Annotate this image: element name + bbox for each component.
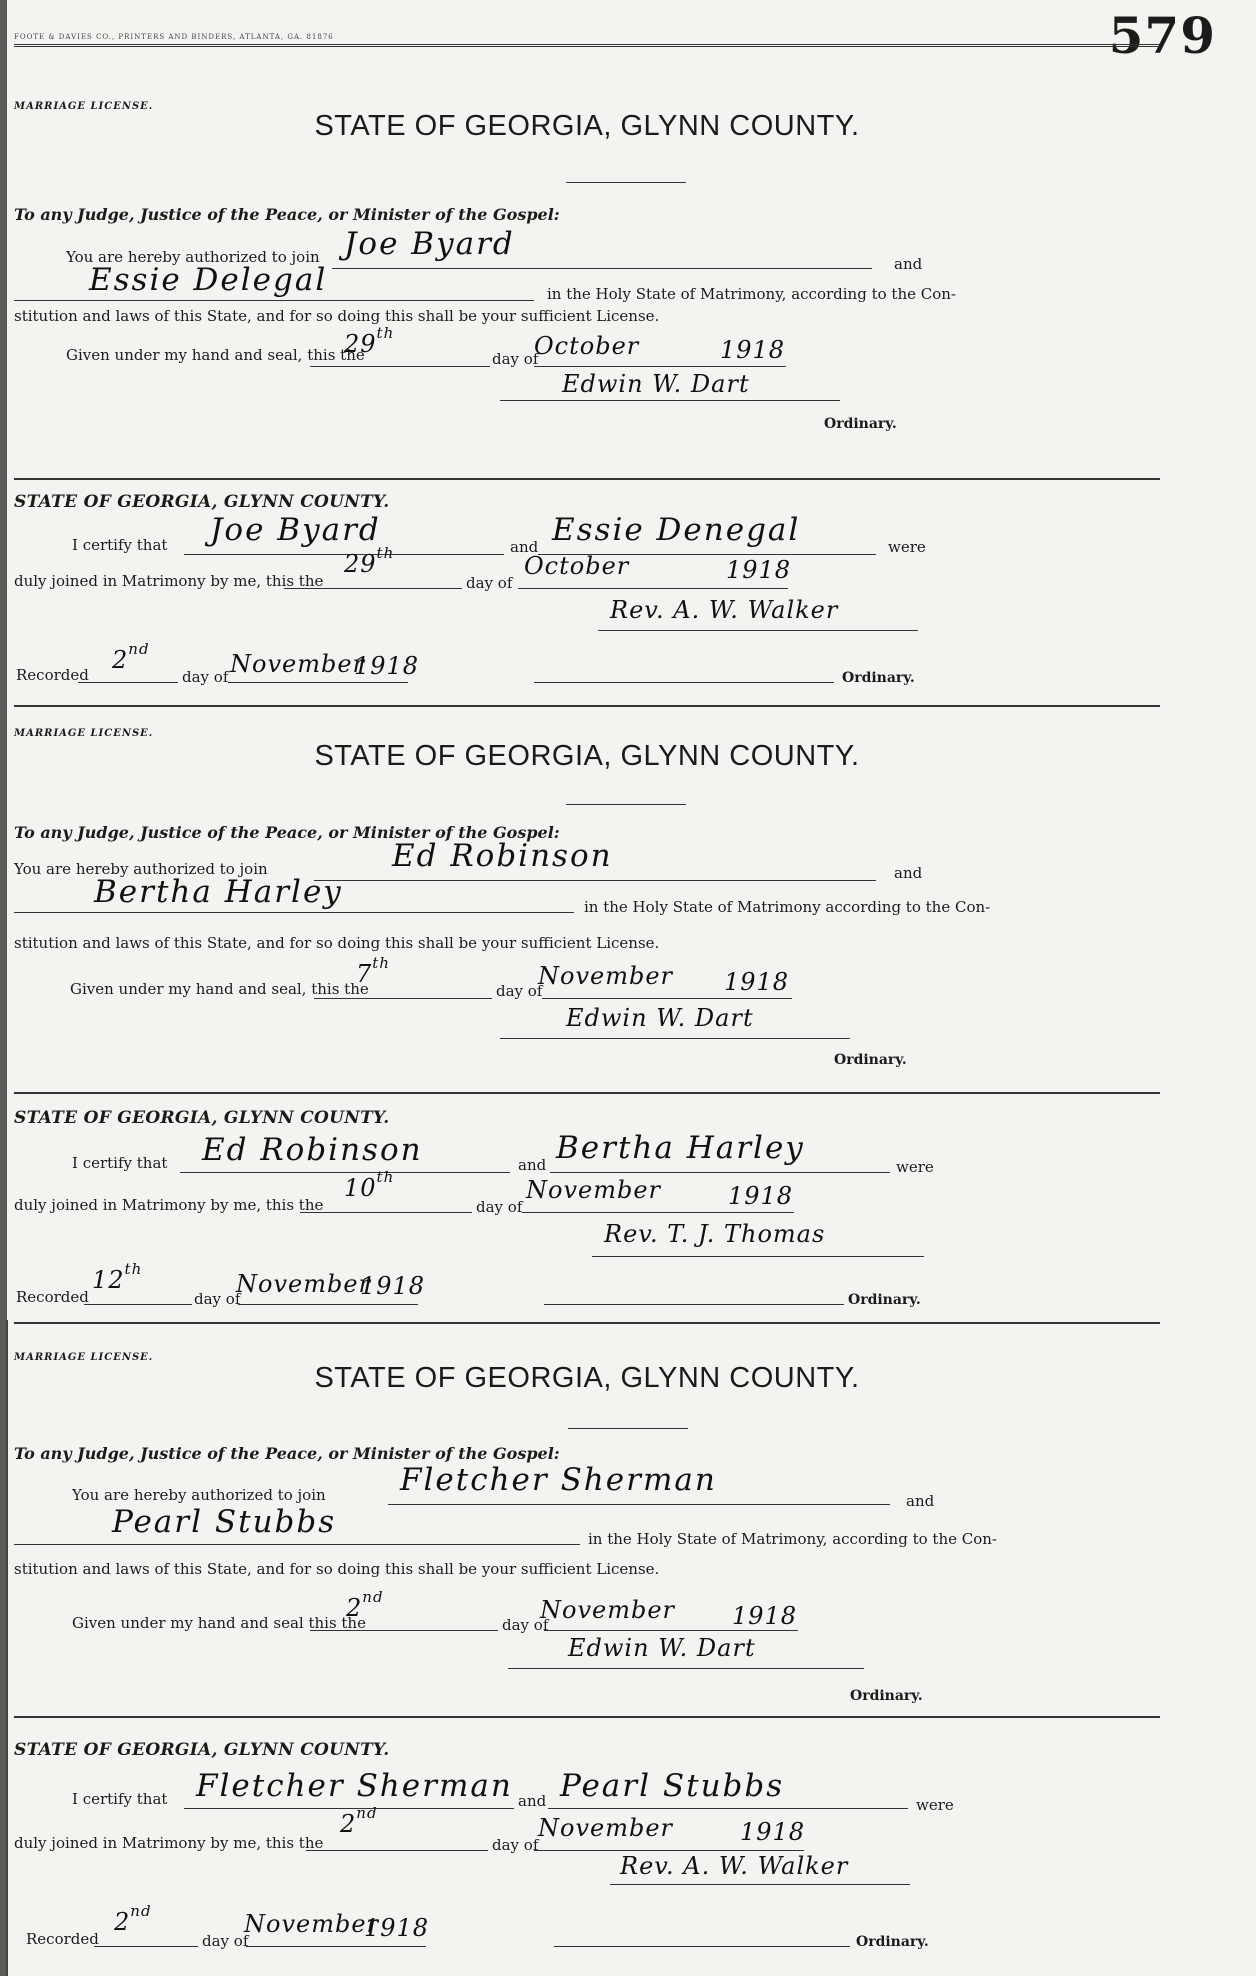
recorded-month: November — [236, 1270, 372, 1298]
bride-name: Essie Delegal — [89, 262, 328, 298]
license-day — [356, 954, 390, 988]
cert-bride-name: Pearl Stubbs — [560, 1768, 785, 1804]
marriage-license-label: MARRIAGE LICENSE. — [14, 1352, 154, 1363]
cert-bride-underline — [550, 1172, 890, 1173]
cert-bride-name: Essie Denegal — [552, 512, 801, 548]
license-year: 1918 — [732, 1602, 798, 1630]
record-2-license — [14, 708, 1160, 1108]
ordinary-label: Ordinary. — [850, 1688, 923, 1704]
recorded-day-number: 2 — [112, 646, 129, 674]
recorded-day-underline — [94, 1946, 198, 1947]
record-1-certificate — [14, 480, 1160, 700]
certify-text: I certify that — [72, 1790, 168, 1808]
married-day-underline — [284, 588, 462, 589]
margin-rule — [6, 1320, 8, 1976]
certificate-heading: STATE OF GEORGIA, GLYNN COUNTY. — [14, 1740, 390, 1760]
constitution-text: stitution and laws of this State, and for so doing this shall be your sufficient License. — [14, 1560, 660, 1578]
married-year: 1918 — [726, 556, 792, 584]
officiant-signature: Rev. T. J. Thomas — [604, 1220, 826, 1248]
page-number: 579 — [1108, 6, 1216, 65]
license-title: STATE OF GEORGIA, GLYNN COUNTY. — [314, 110, 860, 142]
recorded-day-number: 2 — [114, 1908, 131, 1936]
ordinary-signature: Edwin W. Dart — [568, 1634, 756, 1662]
license-day-number: 2 — [346, 1594, 363, 1622]
ordinary-signature-underline — [500, 1038, 850, 1039]
officiant-underline — [592, 1256, 924, 1257]
recorded-text: Recorded — [16, 1288, 89, 1306]
license-month: November — [540, 1596, 676, 1624]
married-day-number: 29 — [344, 550, 377, 578]
recorded-day-suffix: nd — [130, 1902, 152, 1920]
cert-groom-name: Joe Byard — [210, 512, 381, 548]
top-double-rule — [14, 44, 1160, 47]
license-month: November — [538, 962, 674, 990]
groom-name: Ed Robinson — [392, 838, 613, 874]
marriage-license-label: MARRIAGE LICENSE. — [14, 101, 154, 112]
groom-underline — [332, 268, 872, 269]
bride-underline — [14, 912, 574, 913]
recorded-ordinary-underline — [534, 682, 834, 683]
license-day-number: 29 — [344, 330, 377, 358]
recorded-day-underline — [78, 682, 178, 683]
license-month-underline — [542, 998, 792, 999]
duly-text: duly joined in Matrimony by me, this the — [14, 1196, 324, 1214]
recorded-year: 1918 — [360, 1272, 426, 1300]
constitution-text: stitution and laws of this State, and for so doing this shall be your sufficient License. — [14, 934, 660, 952]
day-of-text: day of — [496, 982, 543, 1000]
recorded-month-underline — [228, 682, 408, 683]
groom-name: Fletcher Sherman — [400, 1462, 717, 1498]
license-day-underline — [310, 1630, 498, 1631]
day-of-text: day of — [502, 1616, 549, 1634]
married-month-underline — [534, 1850, 804, 1851]
ordinary-label: Ordinary. — [824, 416, 897, 432]
day-of-text: day of — [492, 350, 539, 368]
ordinary-signature-underline — [508, 1668, 864, 1669]
cert-bride-underline — [548, 1808, 908, 1809]
ordinary-label: Ordinary. — [856, 1934, 929, 1950]
recorded-month: November — [230, 650, 366, 678]
bride-underline — [14, 1544, 580, 1545]
certify-text: I certify that — [72, 536, 168, 554]
married-month-underline — [522, 1212, 794, 1213]
cert-groom-underline — [180, 1172, 510, 1173]
married-month: November — [526, 1176, 662, 1204]
license-day-suffix: th — [372, 954, 390, 972]
certificate-heading: STATE OF GEORGIA, GLYNN COUNTY. — [14, 492, 390, 512]
were-text: were — [896, 1158, 934, 1176]
and-text: and — [894, 864, 923, 882]
bride-name: Pearl Stubbs — [112, 1504, 337, 1540]
married-day — [344, 1168, 395, 1202]
license-month: October — [534, 332, 640, 360]
recorded-text: Recorded — [26, 1930, 99, 1948]
license-year: 1918 — [724, 968, 790, 996]
married-day-suffix: th — [376, 1168, 395, 1186]
marriage-license-label: MARRIAGE LICENSE. — [14, 728, 154, 739]
recorded-month: November — [244, 1910, 380, 1938]
recorded-day-number: 12 — [92, 1266, 125, 1294]
authorized-text: You are hereby authorized to join — [72, 1486, 326, 1504]
title-rule — [566, 182, 686, 183]
cert-bride-name: Bertha Harley — [556, 1130, 805, 1166]
married-day — [340, 1804, 378, 1838]
license-day — [346, 1588, 384, 1622]
married-month: October — [524, 552, 630, 580]
were-text: were — [916, 1796, 954, 1814]
groom-name: Joe Byard — [344, 226, 515, 262]
license-title: STATE OF GEORGIA, GLYNN COUNTY. — [314, 1362, 860, 1394]
constitution-text: stitution and laws of this State, and for so doing this shall be your sufficient License. — [14, 307, 660, 325]
ordinary-signature-underline — [500, 400, 840, 401]
record-2-certificate — [14, 1094, 1160, 1312]
license-day-underline — [314, 998, 492, 999]
and-text: and — [894, 255, 923, 273]
ordinary-label: Ordinary. — [834, 1052, 907, 1068]
holy-state-text: in the Holy State of Matrimony, according to the Con- — [588, 1530, 997, 1548]
married-day-number: 2 — [340, 1810, 357, 1838]
license-month-underline — [534, 366, 786, 367]
license-address: To any Judge, Justice of the Peace, or Minister of the Gospel: — [14, 823, 560, 842]
license-title: STATE OF GEORGIA, GLYNN COUNTY. — [314, 740, 860, 772]
cert-groom-name: Ed Robinson — [202, 1132, 423, 1168]
ordinary-signature: Edwin W. Dart — [562, 370, 750, 398]
and-text: and — [510, 538, 539, 556]
ordinary-label: Ordinary. — [848, 1292, 921, 1308]
license-address: To any Judge, Justice of the Peace, or Minister of the Gospel: — [14, 205, 560, 224]
married-month-underline — [518, 588, 788, 589]
printer-imprint: FOOTE & DAVIES CO., PRINTERS AND BINDERS, ATLANTA, GA. 81876 — [14, 33, 334, 41]
license-day-suffix: nd — [362, 1588, 384, 1606]
day-of-text: day of — [194, 1290, 241, 1308]
married-day-suffix: nd — [356, 1804, 378, 1822]
day-of-text: day of — [466, 574, 513, 592]
given-text: Given under my hand and seal, this the — [66, 346, 365, 364]
duly-text: duly joined in Matrimony by me, this the — [14, 572, 324, 590]
and-text: and — [906, 1492, 935, 1510]
and-text: and — [518, 1156, 547, 1174]
married-year: 1918 — [740, 1818, 806, 1846]
title-rule — [568, 1428, 688, 1429]
record-3-certificate — [14, 1718, 1160, 1958]
bride-name: Bertha Harley — [94, 874, 343, 910]
day-of-text: day of — [476, 1198, 523, 1216]
married-year: 1918 — [728, 1182, 794, 1210]
were-text: were — [888, 538, 926, 556]
ordinary-label: Ordinary. — [842, 670, 915, 686]
license-day-underline — [310, 366, 490, 367]
married-day — [344, 544, 395, 578]
officiant-signature: Rev. A. W. Walker — [610, 596, 839, 624]
recorded-day — [92, 1260, 143, 1294]
given-text: Given under my hand and seal this the — [72, 1614, 366, 1632]
groom-underline — [314, 880, 876, 881]
married-day-number: 10 — [344, 1174, 377, 1202]
married-day-suffix: th — [376, 544, 395, 562]
officiant-underline — [598, 630, 918, 631]
married-month: November — [538, 1814, 674, 1842]
holy-state-text: in the Holy State of Matrimony, according to the Con- — [547, 285, 956, 303]
duly-text: duly joined in Matrimony by me, this the — [14, 1834, 324, 1852]
day-of-text: day of — [492, 1836, 539, 1854]
license-month-underline — [544, 1630, 798, 1631]
married-day-underline — [300, 1212, 472, 1213]
recorded-month-underline — [246, 1946, 426, 1947]
recorded-text: Recorded — [16, 666, 89, 684]
authorized-text: You are hereby authorized to join — [14, 860, 268, 878]
recorded-day — [112, 640, 150, 674]
recorded-day-suffix: nd — [128, 640, 150, 658]
certificate-heading: STATE OF GEORGIA, GLYNN COUNTY. — [14, 1108, 390, 1128]
recorded-ordinary-underline — [554, 1946, 850, 1947]
ordinary-signature: Edwin W. Dart — [566, 1004, 754, 1032]
recorded-year: 1918 — [364, 1914, 430, 1942]
authorized-text: You are hereby authorized to join — [66, 248, 320, 266]
license-address: To any Judge, Justice of the Peace, or Minister of the Gospel: — [14, 1444, 560, 1463]
record-3-license — [14, 1324, 1160, 1744]
license-day — [344, 324, 395, 358]
recorded-day — [114, 1902, 152, 1936]
groom-underline — [388, 1504, 890, 1505]
holy-state-text: in the Holy State of Matrimony according to the Con- — [584, 898, 991, 916]
recorded-day-suffix: th — [124, 1260, 143, 1278]
license-day-suffix: th — [376, 324, 395, 342]
bride-underline — [14, 300, 534, 301]
cert-groom-name: Fletcher Sherman — [196, 1768, 513, 1804]
married-day-underline — [306, 1850, 488, 1851]
license-year: 1918 — [720, 336, 786, 364]
given-text: Given under my hand and seal, this the — [70, 980, 369, 998]
day-of-text: day of — [182, 668, 229, 686]
recorded-day-underline — [84, 1304, 192, 1305]
title-rule — [566, 804, 686, 805]
recorded-ordinary-underline — [544, 1304, 844, 1305]
separator — [14, 705, 1160, 707]
license-day-number: 7 — [356, 960, 373, 988]
day-of-text: day of — [202, 1932, 249, 1950]
officiant-underline — [610, 1884, 910, 1885]
record-1-license — [14, 60, 1160, 480]
cert-groom-underline — [184, 1808, 514, 1809]
and-text: and — [518, 1792, 547, 1810]
recorded-year: 1918 — [354, 652, 420, 680]
officiant-signature: Rev. A. W. Walker — [620, 1852, 849, 1880]
certify-text: I certify that — [72, 1154, 168, 1172]
recorded-month-underline — [238, 1304, 418, 1305]
